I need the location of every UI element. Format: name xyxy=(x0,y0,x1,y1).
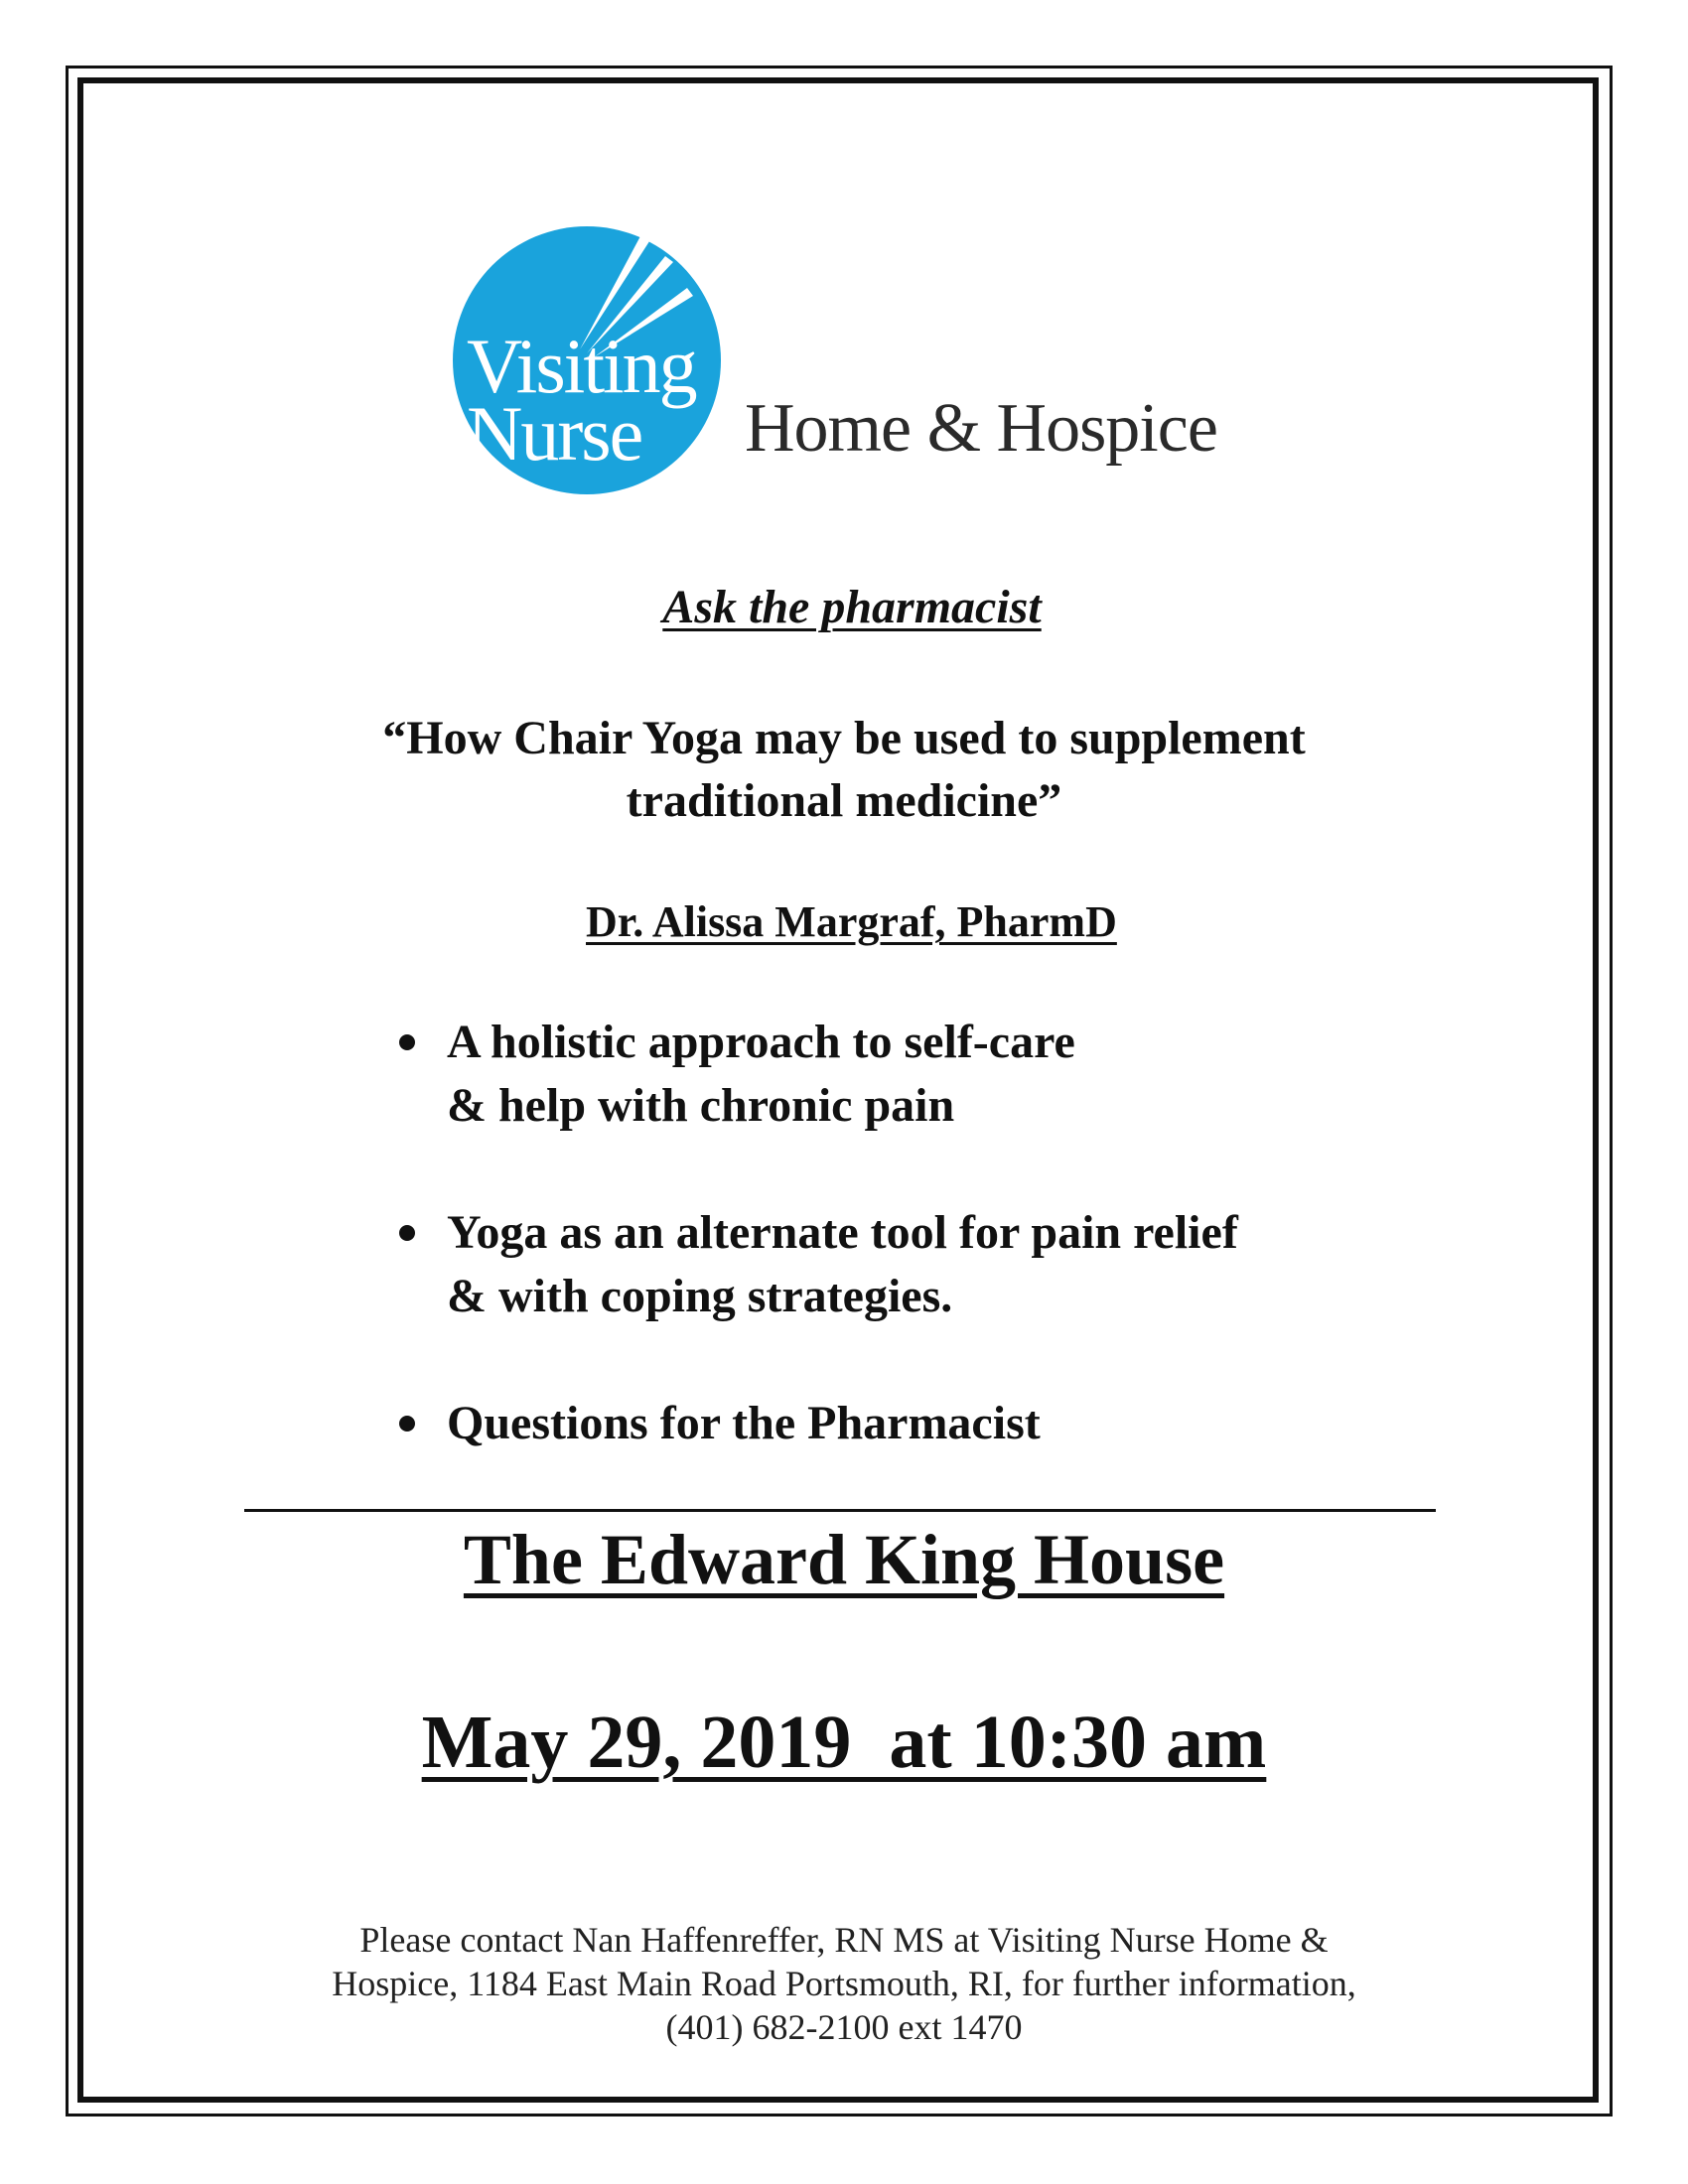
contact-info xyxy=(0,1918,1688,2049)
contact-line-3: (401) 682-2100 ext 1470 xyxy=(665,2007,1023,2047)
list-item-line-1: Questions for the Pharmacist xyxy=(447,1397,1041,1449)
talk-title xyxy=(0,707,1688,832)
list-item xyxy=(395,1392,1487,1455)
list-item-line-1: A holistic approach to self-care xyxy=(447,1016,1075,1068)
list-item xyxy=(395,1011,1487,1138)
bullet-list xyxy=(395,1011,1487,1519)
event-heading xyxy=(0,580,1688,634)
event-heading-text: Ask the pharmacist xyxy=(662,581,1042,633)
list-item-line-1: Yoga as an alternate tool for pain relief xyxy=(447,1206,1238,1259)
logo-text-home-hospice: Home & Hospice xyxy=(745,390,1217,467)
bullet-icon xyxy=(399,1034,415,1050)
organization-logo xyxy=(453,226,1247,514)
divider xyxy=(244,1509,1436,1512)
logo-text-visiting: Visiting xyxy=(467,323,696,409)
talk-title-line-2: traditional medicine” xyxy=(626,774,1062,827)
list-item xyxy=(395,1201,1487,1328)
list-item-line-2: & with coping strategies. xyxy=(447,1270,953,1322)
bullet-icon xyxy=(399,1416,415,1432)
logo-circle xyxy=(453,226,721,494)
contact-line-2: Hospice, 1184 East Main Road Portsmouth, RI, for further information, xyxy=(332,1964,1356,2003)
logo-text-nurse: Nurse xyxy=(467,390,642,477)
event-venue: The Edward King House xyxy=(463,1520,1225,1599)
bullet-icon xyxy=(399,1225,415,1241)
presenter-name: Dr. Alissa Margraf, PharmD xyxy=(586,897,1117,946)
contact-line-1: Please contact Nan Haffenreffer, RN MS at Visiting Nurse Home & xyxy=(359,1920,1329,1960)
event-datetime: May 29, 2019 at 10:30 am xyxy=(421,1701,1267,1784)
list-item-line-2: & help with chronic pain xyxy=(447,1079,955,1132)
talk-title-line-1: “How Chair Yoga may be used to supplement xyxy=(382,712,1306,764)
